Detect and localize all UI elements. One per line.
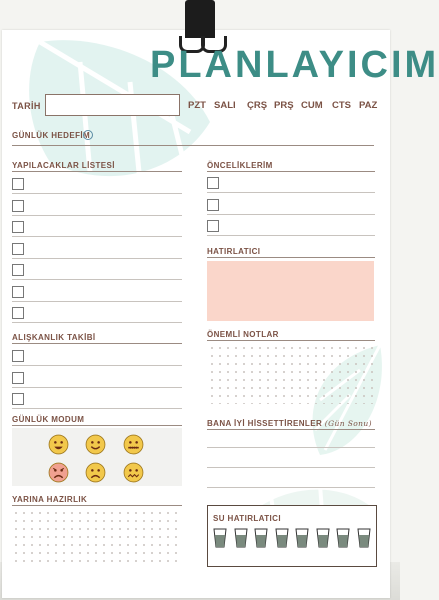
water-tracker-label: SU HATIRLATICI: [213, 514, 281, 523]
day-wednesday[interactable]: ÇRŞ: [247, 100, 268, 111]
priority-line[interactable]: [207, 192, 375, 193]
todo-line[interactable]: [12, 236, 182, 237]
todo-checkbox[interactable]: [12, 307, 24, 319]
todo-line[interactable]: [12, 279, 182, 280]
section-rule: [12, 425, 182, 426]
todo-line[interactable]: [12, 258, 182, 259]
todo-list-label: YAPILACAKLAR LİSTESİ: [12, 161, 115, 170]
habit-checkbox[interactable]: [12, 393, 24, 405]
feel-good-line[interactable]: [207, 467, 375, 468]
section-rule: [207, 257, 375, 258]
todo-checkbox[interactable]: [12, 243, 24, 255]
water-glass-icon[interactable]: [275, 528, 289, 548]
water-glass-icon[interactable]: [336, 528, 350, 548]
section-rule: [207, 429, 375, 430]
goal-line[interactable]: [12, 145, 374, 146]
important-notes-label: ÖNEMLİ NOTLAR: [207, 330, 279, 339]
habit-tracker-label: ALIŞKANLIK TAKİBİ: [12, 333, 96, 342]
priority-line[interactable]: [207, 214, 375, 215]
section-rule: [12, 343, 182, 344]
priority-line[interactable]: [207, 235, 375, 236]
water-glass-icon[interactable]: [254, 528, 268, 548]
feel-good-line[interactable]: [207, 447, 375, 448]
reminder-label: HATIRLATICI: [207, 247, 261, 256]
reminder-box[interactable]: [207, 261, 374, 321]
section-rule: [207, 171, 375, 172]
date-field[interactable]: [45, 94, 180, 116]
daily-goal-label: GÜNLÜK HEDEFİM: [12, 131, 91, 140]
smiling-face-icon[interactable]: [85, 434, 106, 455]
priority-checkbox[interactable]: [207, 199, 219, 211]
laughing-face-icon[interactable]: [48, 434, 69, 455]
todo-checkbox[interactable]: [12, 286, 24, 298]
priorities-label: ÖNCELİKLERİM: [207, 161, 273, 170]
daily-mood-label: GÜNLÜK MODUM: [12, 415, 85, 424]
habit-checkbox[interactable]: [12, 350, 24, 362]
todo-checkbox[interactable]: [12, 178, 24, 190]
todo-line[interactable]: [12, 322, 182, 323]
confounded-face-icon[interactable]: [123, 462, 144, 483]
habit-checkbox[interactable]: [12, 372, 24, 384]
day-tuesday[interactable]: SALI: [214, 100, 236, 111]
day-saturday[interactable]: CTS: [332, 100, 351, 111]
angry-face-icon[interactable]: [48, 462, 69, 483]
habit-line[interactable]: [12, 387, 182, 388]
date-label: TARİH: [12, 101, 41, 111]
section-rule: [207, 340, 375, 341]
todo-line[interactable]: [12, 301, 182, 302]
water-glass-icon[interactable]: [357, 528, 371, 548]
water-glass-icon[interactable]: [295, 528, 309, 548]
day-sunday[interactable]: PAZ: [359, 100, 378, 111]
feel-good-line[interactable]: [207, 487, 375, 488]
habit-line[interactable]: [12, 365, 182, 366]
todo-line[interactable]: [12, 193, 182, 194]
feel-good-label: [207, 419, 372, 428]
section-rule: [12, 171, 182, 172]
day-friday[interactable]: CUM: [301, 100, 323, 111]
feel-good-subtitle: (Gün Sonu): [324, 419, 372, 428]
goal-checkbox-circle[interactable]: [83, 130, 93, 140]
todo-line[interactable]: [12, 215, 182, 216]
feel-good-title: BANA İYİ HİSSETTİRENLER: [207, 419, 323, 428]
sad-face-icon[interactable]: [85, 462, 106, 483]
water-glass-icon[interactable]: [316, 528, 330, 548]
todo-checkbox[interactable]: [12, 264, 24, 276]
water-glass-icon[interactable]: [213, 528, 227, 548]
habit-line[interactable]: [12, 408, 182, 409]
todo-checkbox[interactable]: [12, 200, 24, 212]
day-monday[interactable]: PZT: [188, 100, 206, 111]
page-title: PLANLAYICIM: [150, 44, 439, 86]
section-rule: [12, 505, 182, 506]
todo-checkbox[interactable]: [12, 221, 24, 233]
priority-checkbox[interactable]: [207, 177, 219, 189]
tomorrow-prep-label: YARINA HAZIRLIK: [12, 495, 88, 504]
zipped-mouth-face-icon[interactable]: [123, 434, 144, 455]
priority-checkbox[interactable]: [207, 220, 219, 232]
water-glass-icon[interactable]: [234, 528, 248, 548]
day-thursday[interactable]: PRŞ: [274, 100, 294, 111]
notes-dot-grid[interactable]: [208, 344, 376, 404]
tomorrow-dot-grid[interactable]: [12, 509, 182, 563]
